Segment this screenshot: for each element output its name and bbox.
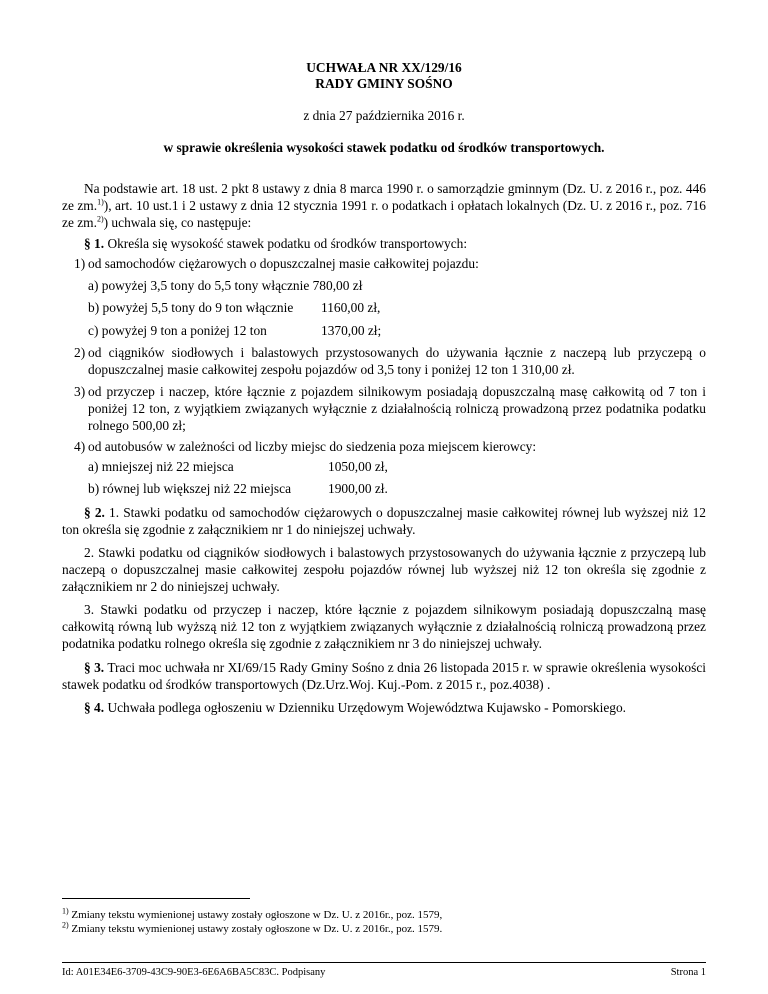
s1-item-4-a: a) mniejszej niż 22 miejsca 1050,00 zł,	[88, 459, 388, 474]
s1-item-1-b: b) powyżej 5,5 tony do 9 ton włącznie 1160,00 zł,	[88, 300, 381, 315]
s1-item-1-c: c) powyżej 9 ton a poniżej 12 ton 1370,00 zł;	[88, 323, 382, 338]
section-2-p2: 2. Stawki podatku od ciągników siodłowych i balastowych przystosowanych do używania łącznie z przyczepą lub naczepą o dopuszczalnej masie całkowitej zespołu pojazdów równej lub wyższej niż 12 ton określa się zgodnie z załącznikiem nr 2 do niniejszej uchwały.	[62, 545, 706, 594]
resolution-subject: w sprawie określenia wysokości stawek podatku od środków transportowych.	[163, 140, 605, 155]
s1-item-4-b: b) równej lub większej niż 22 miejsca 1900,00 zł.	[88, 481, 388, 496]
footnote-divider	[62, 898, 250, 899]
section-3: § 3. Traci moc uchwała nr XI/69/15 Rady Gminy Sośno z dnia 26 listopada 2015 r. w sprawie określenia wysokości stawek podatku od środków transportowych (Dz.Urz.Woj. Kuj.-Pom. z 2015 r., poz.4038) .	[62, 660, 706, 692]
section-3-label: § 3.	[84, 660, 105, 675]
section-2-p3: 3. Stawki podatku od przyczep i naczep, które łącznie z pojazdem silnikowym posiadają dopuszczalną masę całkowitą równą lub wyższą niż 12 ton z wyjątkiem związanych wyłącznie z działalnością rolniczą prowadzoną przez podatnika podatku rolnego określa się zgodnie z załącznikiem nr 3 do niniejszej uchwały.	[62, 602, 706, 651]
s1-item-4: 4) od autobusów w zależności od liczby miejsc do siedzenia poza miejscem kierowcy:	[74, 439, 537, 454]
footnote-ref-1: 1)	[97, 197, 104, 207]
preamble: Na podstawie art. 18 ust. 2 pkt 8 ustawy z dnia 8 marca 1990 r. o samorządzie gminnym (Dz. U. z 2016 r., poz. 446 ze zm.$^{1)}$), art. 10 ust.1 i 2 ustawy z dnia 12 stycznia 1991 r. o podatkach i opłatach lokalnych (Dz. U. z 2016 r., poz. 716 ze zm.$^{2)}$) uchwala się, co następuje:	[62, 181, 706, 230]
footnote-2: $^{2)}$ Zmiany tekstu wymienionej ustawy zostały ogłoszone w Dz. U. z 2016r., poz. 1579.	[62, 920, 443, 935]
s1-item-1-a: a) powyżej 3,5 tony do 5,5 tony włącznie 780,00 zł	[88, 278, 363, 293]
page-number: Strona 1	[670, 967, 706, 978]
footnote-1: $^{1)}$ Zmiany tekstu wymienionej ustawy zostały ogłoszone w Dz. U. z 2016r., poz. 1579,	[62, 906, 443, 921]
footer-divider	[62, 962, 706, 963]
council-name: RADY GMINY SOŚNO	[315, 76, 453, 91]
section-4: § 4. Uchwała podlega ogłoszeniu w Dzienniku Urzędowym Województwa Kujawsko - Pomorskiego.	[84, 700, 627, 715]
section-1-intro: § 1. Określa się wysokość stawek podatku od środków transportowych:	[84, 236, 468, 251]
s1-item-3: 3) od przyczep i naczep, które łącznie z pojazdem silnikowym posiadają dopuszczalną masę całkowitą od 7 ton i poniżej 12 ton, z wyjątkiem związanych wyłącznie z działalnością rolniczą prowadzoną przez podatnika podatku rolnego 500,00 zł;	[74, 384, 706, 433]
section-2-label: § 2.	[84, 505, 105, 520]
resolution-date: z dnia 27 października 2016 r.	[303, 108, 465, 123]
s1-item-1: 1) od samochodów ciężarowych o dopuszczalnej masie całkowitej pojazdu:	[74, 256, 479, 271]
section-2-p1: § 2. 1. Stawki podatku od samochodów ciężarowych o dopuszczalnej masie całkowitej równej lub wyższej niż 12 ton określa się zgodnie z załącznikiem nr 1 do niniejszej uchwały.	[62, 505, 706, 537]
section-4-label: § 4.	[84, 700, 105, 715]
s1-item-2: 2) od ciągników siodłowych i balastowych przystosowanych do używania łącznie z naczepą lub przyczepą o dopuszczalnej masie całkowitej zespołu pojazdów od 3,5 tony i poniżej 12 ton 1 310,00 zł.	[74, 345, 706, 377]
document-id: Id: A01E34E6-3709-43C9-90E3-6E6A6BA5C83C. Podpisany	[62, 967, 326, 978]
footnote-ref-2: 2)	[96, 214, 104, 224]
section-1-label: § 1.	[84, 236, 105, 251]
resolution-number: UCHWAŁA NR XX/129/16	[306, 60, 462, 75]
